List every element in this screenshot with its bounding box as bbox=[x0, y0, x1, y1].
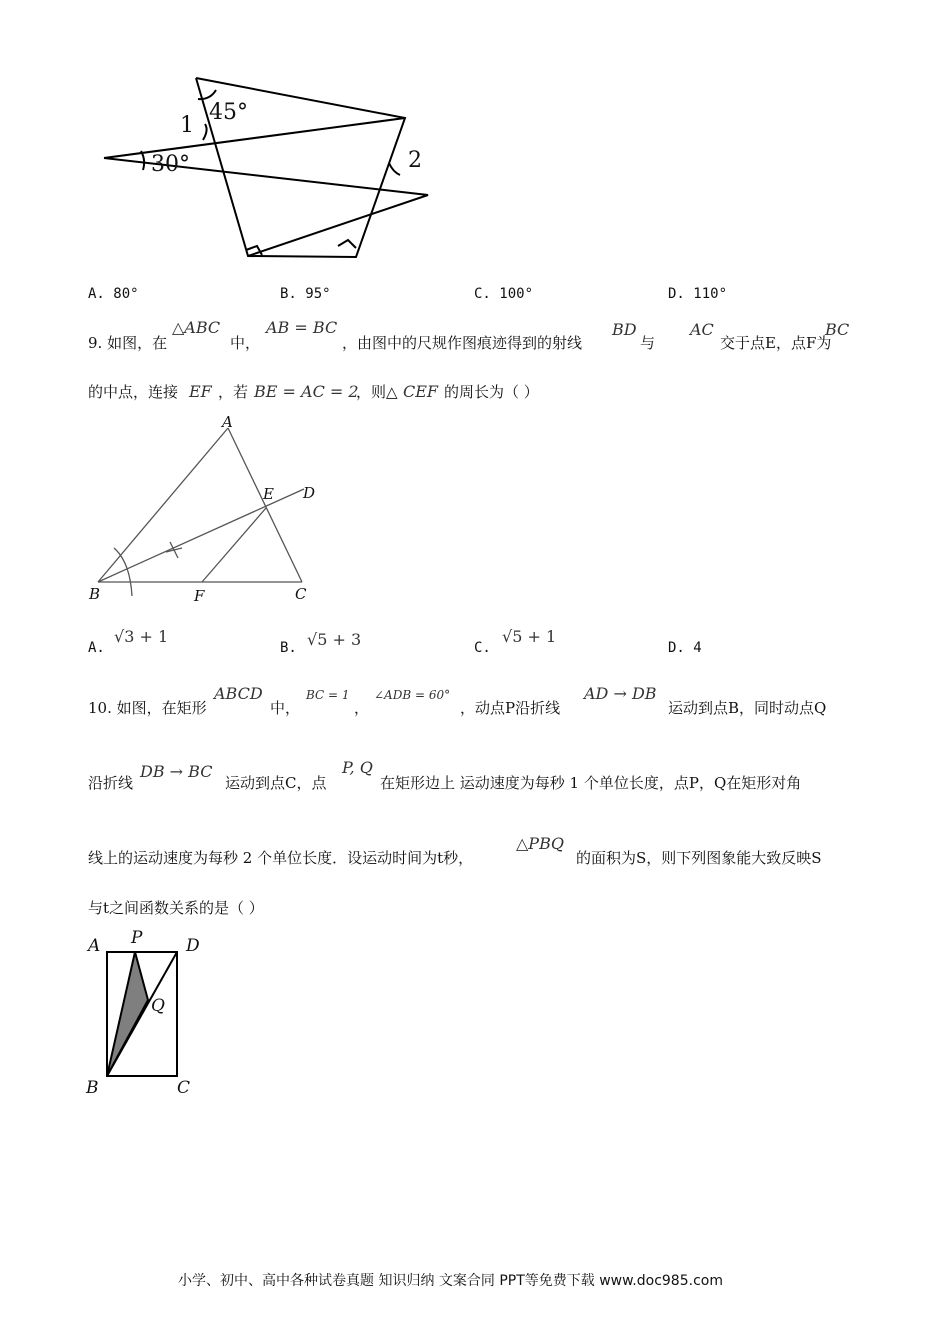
q10-point-q: Q bbox=[151, 996, 165, 1016]
q9-math-ef: EF bbox=[189, 382, 212, 401]
q8-option-a[interactable]: A. 80° bbox=[88, 286, 139, 302]
q8-option-d[interactable]: D. 110° bbox=[668, 286, 728, 302]
q8-option-b[interactable]: B. 95° bbox=[280, 286, 331, 302]
q10-math-pq: P, Q bbox=[342, 758, 373, 777]
q9-option-c-value[interactable]: √5 + 1 bbox=[502, 627, 557, 646]
q10-line3-a: 线上的运动速度为每秒 2 个单位长度．设运动时间为t秒， bbox=[88, 849, 474, 867]
q9-text-part2: 中， bbox=[230, 334, 261, 352]
q9-option-a-value[interactable]: √3 + 1 bbox=[114, 627, 169, 646]
q9-point-a: A bbox=[222, 413, 233, 431]
q10-math-angle-adb: ∠ADB = 60° bbox=[374, 688, 451, 702]
q9-math-ac: AC bbox=[690, 320, 714, 339]
q9-point-d: D bbox=[303, 484, 316, 502]
q9-text-part5: 交于点E，点F为 bbox=[720, 334, 832, 352]
q10-line1-b: 中， bbox=[270, 699, 301, 717]
q10-point-a: A bbox=[88, 936, 101, 956]
q10-line2-c: 在矩形边上 运动速度为每秒 1 个单位长度，点P，Q在矩形对角 bbox=[380, 774, 802, 792]
q10-line2-b: 运动到点C，点 bbox=[225, 774, 327, 792]
q9-math-equal: AB = BC bbox=[266, 318, 338, 337]
q10-math-pbq: △PBQ bbox=[516, 834, 564, 853]
q10-line2-a: 沿折线 bbox=[88, 774, 134, 792]
q9-point-e: E bbox=[263, 485, 274, 503]
q9-line2-a: 的中点，连接 bbox=[88, 383, 179, 401]
q9-line2-d: 的周长为（ ） bbox=[444, 383, 539, 401]
q9-option-b-value[interactable]: √5 + 3 bbox=[307, 630, 362, 649]
q10-line1-d: ，动点P沿折线 bbox=[460, 699, 561, 717]
q10-math-ad-db: AD → DB bbox=[584, 684, 657, 703]
q9-option-a-prefix[interactable]: A. bbox=[88, 640, 105, 656]
q9-point-c: C bbox=[295, 585, 307, 603]
q10-math-bc1: BC = 1 bbox=[306, 688, 350, 702]
q9-option-b-prefix[interactable]: B. bbox=[280, 640, 297, 656]
q9-text-part4: 与 bbox=[640, 334, 656, 352]
q10-line3-b: 的面积为S，则下列图象能大致反映S bbox=[576, 849, 822, 867]
page-footer: 小学、初中、高中各种试卷真题 知识归纳 文案合同 PPT等免费下载 www.doc985.com bbox=[178, 1273, 723, 1289]
q9-line2-b: ，若 bbox=[218, 383, 249, 401]
q10-line4: 与t之间函数关系的是（ ） bbox=[88, 899, 264, 917]
q9-math-condition: BE = AC = 2 bbox=[254, 382, 359, 401]
q9-text-part1: 9. 如图，在 bbox=[88, 334, 168, 352]
angle-30-label: 30° bbox=[151, 152, 190, 177]
q9-math-bc: BC bbox=[825, 320, 850, 339]
q10-point-p: P bbox=[131, 928, 143, 948]
q10-line1-e: 运动到点B，同时动点Q bbox=[668, 699, 827, 717]
q9-math-triangle: △ABC bbox=[172, 318, 221, 337]
q10-math-db-bc: DB → BC bbox=[140, 762, 213, 781]
q9-option-c-prefix[interactable]: C. bbox=[474, 640, 491, 656]
q9-text-part3: ，由图中的尺规作图痕迹得到的射线 bbox=[342, 334, 583, 352]
angle-1-label: 1 bbox=[180, 113, 194, 138]
angle-2-label: 2 bbox=[408, 148, 422, 173]
angle-45-label: 45° bbox=[209, 100, 248, 125]
q10-point-c: C bbox=[177, 1078, 191, 1098]
q9-point-b: B bbox=[89, 585, 101, 603]
q10-math-abcd: ABCD bbox=[214, 684, 263, 703]
q10-line1-c: ， bbox=[354, 699, 370, 717]
q10-point-b: B bbox=[86, 1078, 99, 1098]
q9-point-f: F bbox=[194, 587, 205, 605]
q10-point-d: D bbox=[186, 936, 200, 956]
q8-option-c[interactable]: C. 100° bbox=[474, 286, 534, 302]
q9-line2-c: ，则△ bbox=[356, 383, 398, 401]
q9-math-cef: CEF bbox=[403, 382, 439, 401]
q10-line1-a: 10. 如图，在矩形 bbox=[88, 699, 207, 717]
q9-option-d[interactable]: D. 4 bbox=[668, 640, 702, 656]
q9-math-bd: BD bbox=[612, 320, 637, 339]
